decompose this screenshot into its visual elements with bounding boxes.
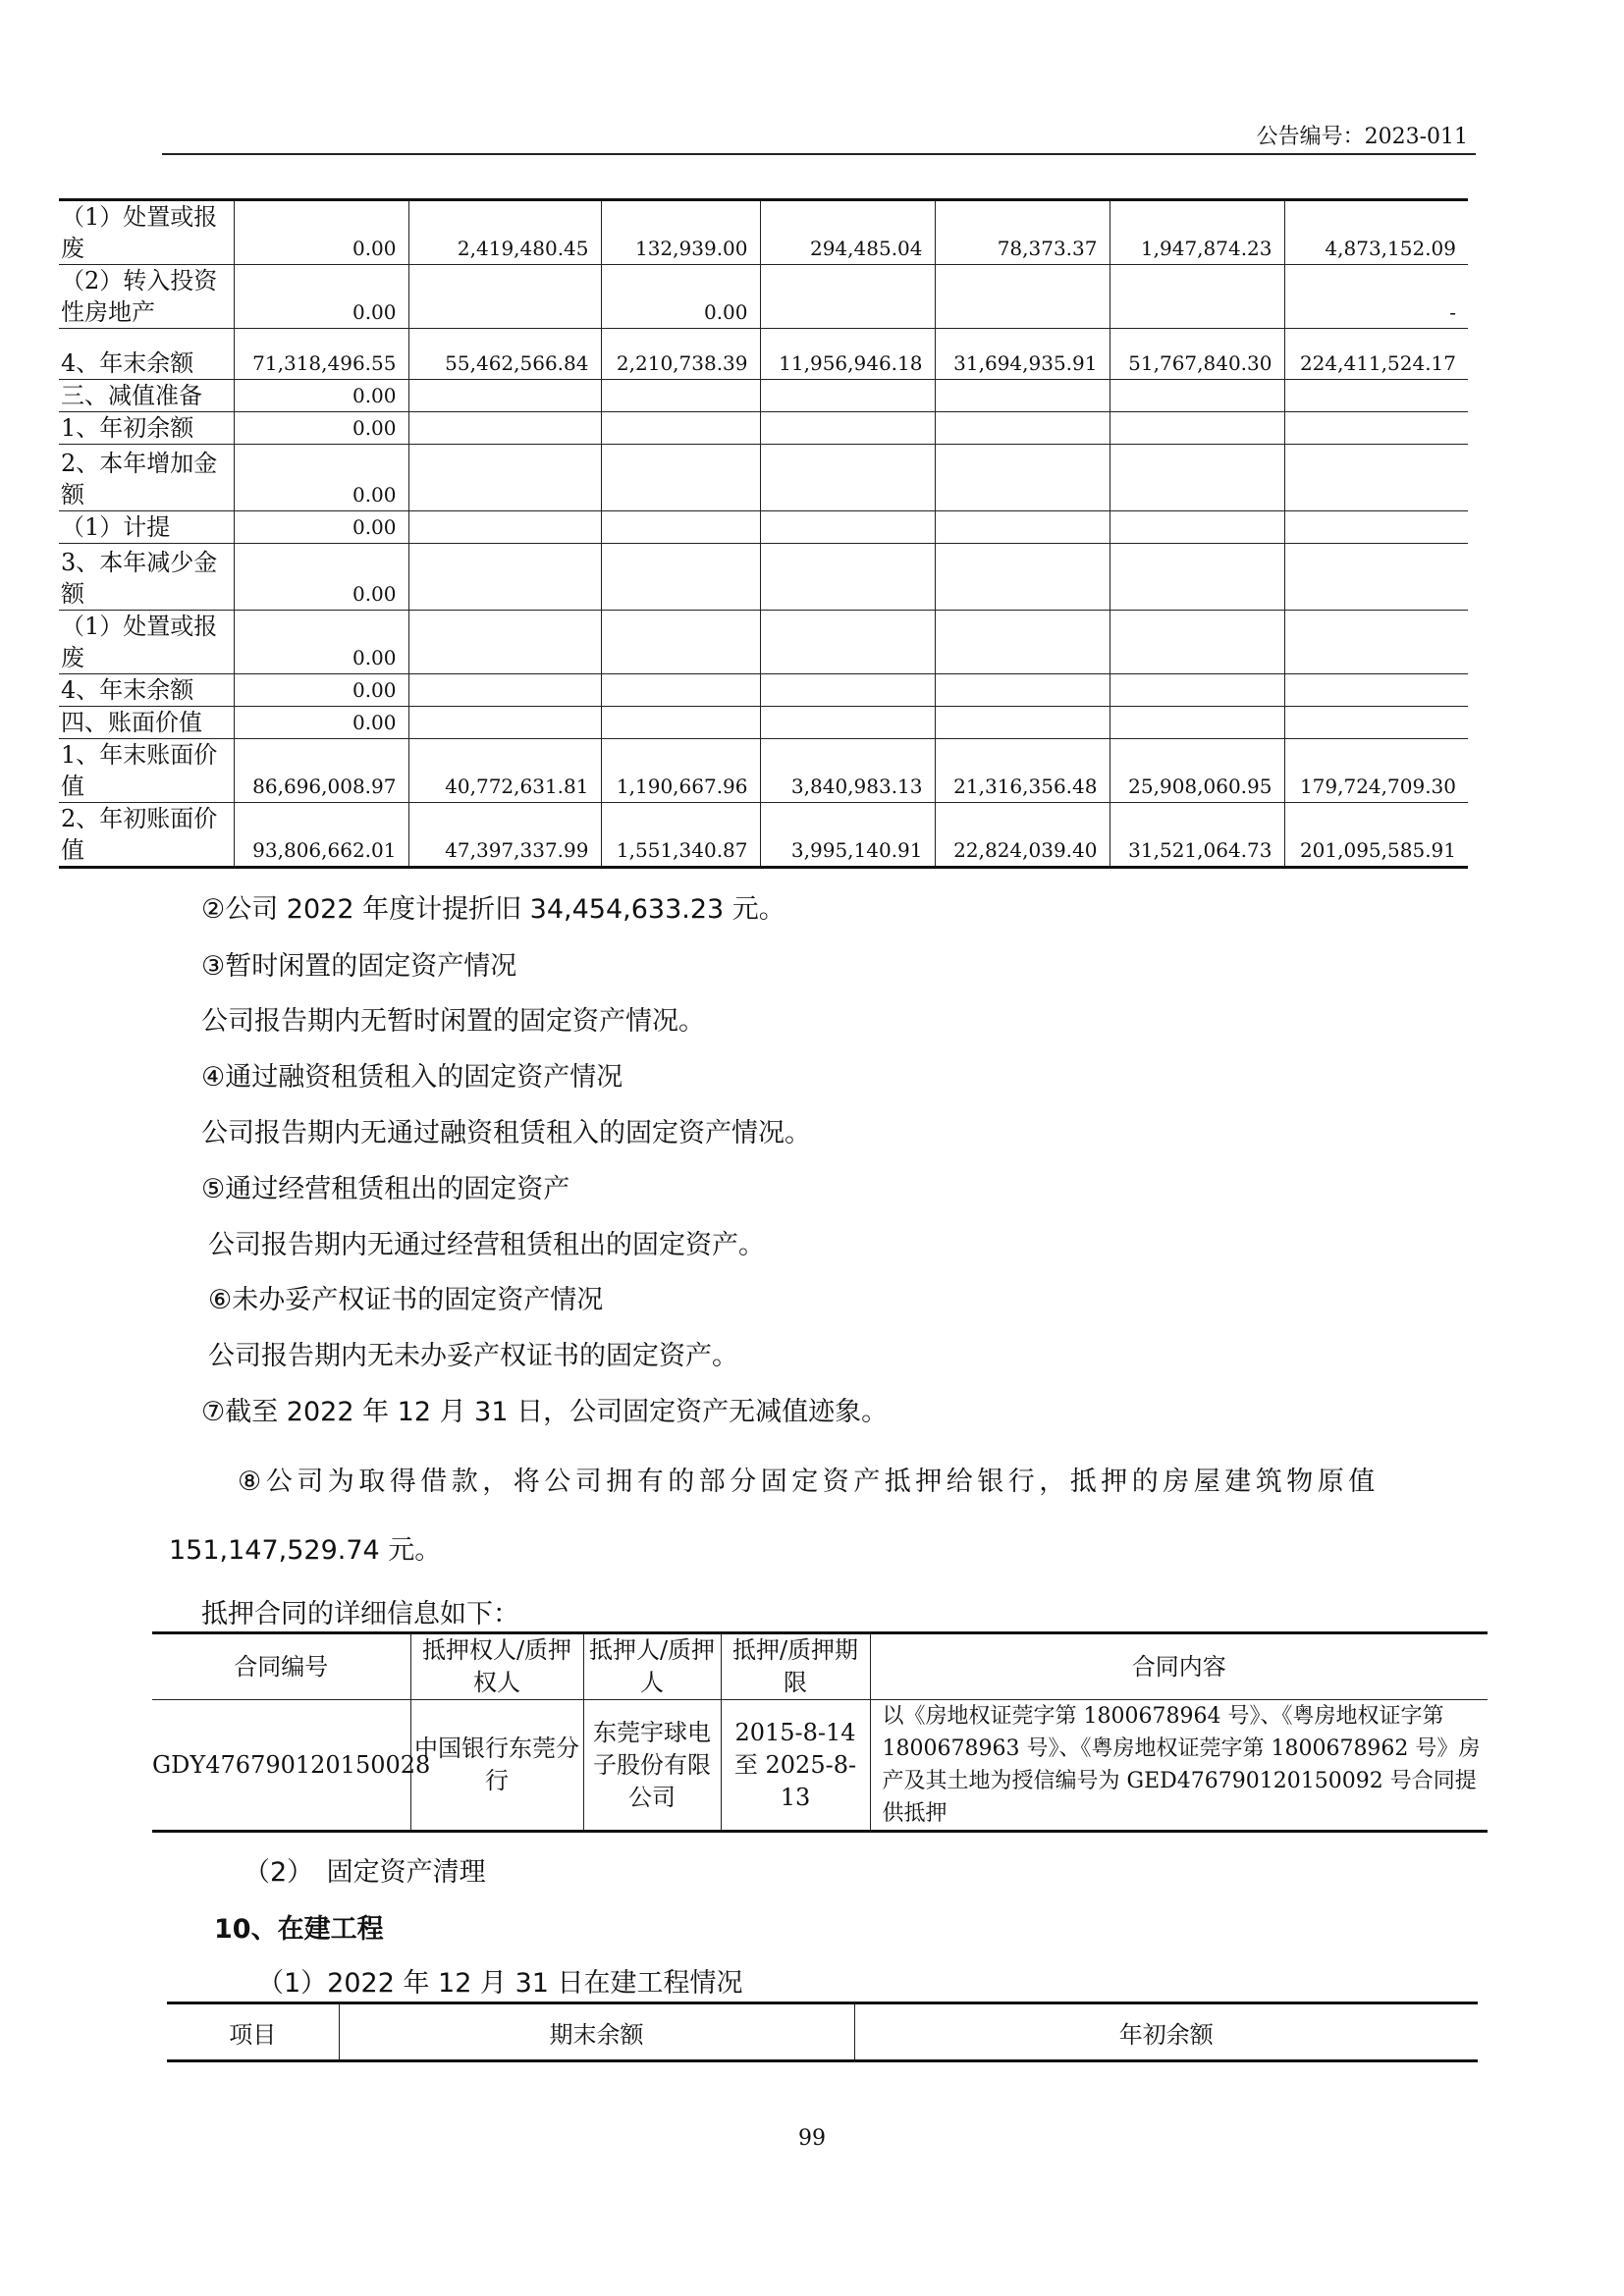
table-cell (760, 380, 935, 412)
row-label: 3、本年减少金额 (59, 544, 234, 611)
table-cell: 0.00 (601, 265, 760, 329)
section-fixed-asset-clearance: （2） 固定资产清理 (244, 1857, 486, 1888)
table-row (152, 1700, 1488, 1832)
paragraph-mortgage-amount: 151,147,529.74 元。 (169, 1535, 442, 1566)
table-cell: 55,462,566.84 (408, 329, 601, 380)
table-cell (1110, 445, 1284, 511)
table-cell: 0.00 (234, 511, 408, 544)
table-cell (408, 707, 601, 739)
table-cell: 11,956,946.18 (760, 329, 935, 380)
contract-no: GDY476790120150028 (152, 1700, 410, 1832)
header-item: 项目 (167, 2003, 339, 2061)
table-cell (1110, 611, 1284, 674)
table-cell (1284, 511, 1468, 544)
row-label: （2）转入投资性房地产 (59, 265, 234, 329)
table-cell: 78,373.37 (935, 200, 1110, 265)
row-label: 三、减值准备 (59, 380, 234, 412)
table-cell: 93,806,662.01 (234, 803, 408, 868)
paragraph-contract-intro: 抵押合同的详细信息如下： (201, 1599, 519, 1629)
table-row (59, 380, 1468, 412)
paragraph-certificate-title: ⑥未办妥产权证书的固定资产情况 (208, 1285, 604, 1315)
table-cell (760, 511, 935, 544)
table-cell (408, 380, 601, 412)
table-cell (1110, 265, 1284, 329)
table-cell: 71,318,496.55 (234, 329, 408, 380)
table-cell (935, 544, 1110, 611)
table-cell (760, 707, 935, 739)
table-cell: 0.00 (234, 611, 408, 674)
table-cell: 224,411,524.17 (1284, 329, 1468, 380)
table-cell (601, 380, 760, 412)
table-cell: 4,873,152.09 (1284, 200, 1468, 265)
cip-table (167, 2002, 1478, 2062)
table-header-row (167, 2003, 1478, 2061)
row-label: 2、年初账面价值 (59, 803, 234, 868)
table-row (59, 674, 1468, 707)
table-cell (1110, 707, 1284, 739)
row-label: 4、年末余额 (59, 329, 234, 380)
table-cell: 0.00 (234, 200, 408, 265)
table-cell (601, 445, 760, 511)
table-cell: 0.00 (234, 380, 408, 412)
table-cell: 31,521,064.73 (1110, 803, 1284, 868)
row-label: 1、年末账面价值 (59, 739, 234, 803)
table-cell (1284, 707, 1468, 739)
table-cell: 21,316,356.48 (935, 739, 1110, 803)
table-cell: 2,210,738.39 (601, 329, 760, 380)
table-cell (935, 611, 1110, 674)
row-label: 1、年初余额 (59, 412, 234, 445)
table-row (59, 707, 1468, 739)
table-cell (1110, 511, 1284, 544)
table-cell: 1,190,667.96 (601, 739, 760, 803)
table-cell (935, 380, 1110, 412)
table-cell (601, 611, 760, 674)
table-cell: 25,908,060.95 (1110, 739, 1284, 803)
table-cell: 0.00 (234, 412, 408, 445)
table-row (59, 445, 1468, 511)
table-cell (760, 674, 935, 707)
table-cell (408, 445, 601, 511)
table-row (59, 265, 1468, 329)
table-cell (1110, 380, 1284, 412)
table-row (59, 739, 1468, 803)
mortgagee: 中国银行东莞分行 (410, 1700, 583, 1832)
page-number: 99 (798, 2126, 826, 2151)
table-cell (601, 707, 760, 739)
doc-number: 公告编号：2023-011 (1256, 125, 1468, 149)
table-cell: 3,995,140.91 (760, 803, 935, 868)
table-row (59, 611, 1468, 674)
fixed-asset-table (59, 198, 1468, 869)
section-cip-subtitle: （1）2022 年 12 月 31 日在建工程情况 (257, 1968, 743, 1999)
table-cell: 47,397,337.99 (408, 803, 601, 868)
paragraph-mortgage: ⑧公司为取得借款，将公司拥有的部分固定资产抵押给银行，抵押的房屋建筑物原值 (238, 1467, 1380, 1497)
table-cell (408, 611, 601, 674)
table-row (59, 511, 1468, 544)
header-mortgagor: 抵押人/质押人 (583, 1633, 721, 1700)
paragraph-certificate-body: 公司报告期内无未办妥产权证书的固定资产。 (208, 1341, 738, 1371)
table-cell (601, 511, 760, 544)
header-content: 合同内容 (870, 1633, 1488, 1700)
table-cell: 0.00 (234, 265, 408, 329)
paragraph-operating-lease-body: 公司报告期内无通过经营租赁租出的固定资产。 (208, 1230, 765, 1260)
table-cell (408, 674, 601, 707)
table-row (59, 329, 1468, 380)
table-cell: 31,694,935.91 (935, 329, 1110, 380)
table-cell (760, 611, 935, 674)
table-cell (935, 674, 1110, 707)
table-cell (935, 412, 1110, 445)
header-contract-no: 合同编号 (152, 1633, 410, 1700)
table-cell: 1,947,874.23 (1110, 200, 1284, 265)
table-cell (1284, 674, 1468, 707)
table-cell (408, 412, 601, 445)
period: 2015-8-14 至 2025-8-13 (721, 1700, 870, 1832)
table-cell: 3,840,983.13 (760, 739, 935, 803)
table-cell: 201,095,585.91 (1284, 803, 1468, 868)
table-cell (760, 265, 935, 329)
table-cell (760, 544, 935, 611)
table-row (59, 803, 1468, 868)
section-cip-title: 10、在建工程 (214, 1914, 384, 1945)
table-cell (408, 265, 601, 329)
paragraph-impairment: ⑦截至 2022 年 12 月 31 日，公司固定资产无减值迹象。 (201, 1397, 889, 1427)
table-cell: 0.00 (234, 674, 408, 707)
table-cell: - (1284, 265, 1468, 329)
table-cell: 40,772,631.81 (408, 739, 601, 803)
table-row (59, 544, 1468, 611)
table-cell: 1,551,340.87 (601, 803, 760, 868)
table-cell (935, 511, 1110, 544)
table-cell (1284, 544, 1468, 611)
table-cell (1284, 611, 1468, 674)
table-cell (601, 412, 760, 445)
table-cell (408, 544, 601, 611)
paragraph-finance-lease-body: 公司报告期内无通过融资租赁租入的固定资产情况。 (201, 1118, 811, 1148)
row-label: 4、年末余额 (59, 674, 234, 707)
table-cell (601, 674, 760, 707)
table-cell (1284, 380, 1468, 412)
table-cell (1284, 445, 1468, 511)
table-cell (1110, 412, 1284, 445)
row-label: （1）处置或报废 (59, 200, 234, 265)
header-period: 抵押/质押期限 (721, 1633, 870, 1700)
table-cell (760, 445, 935, 511)
table-row (59, 200, 1468, 265)
table-cell (935, 707, 1110, 739)
page-header (162, 116, 1476, 155)
header-closing-balance: 期末余额 (339, 2003, 854, 2061)
header-opening-balance: 年初余额 (854, 2003, 1478, 2061)
contract-content: 以《房地权证莞字第 1800678964 号》、《粤房地权证字第 1800678963 号》、《粤房地权证莞字第 1800678962 号》房产及其土地为授信编号为 GED476790120150092 号合同提供抵押 (870, 1700, 1488, 1832)
table-cell: 294,485.04 (760, 200, 935, 265)
table-cell: 179,724,709.30 (1284, 739, 1468, 803)
table-cell (1110, 544, 1284, 611)
table-cell (760, 412, 935, 445)
table-cell: 51,767,840.30 (1110, 329, 1284, 380)
table-cell (601, 544, 760, 611)
table-cell: 22,824,039.40 (935, 803, 1110, 868)
table-cell: 0.00 (234, 544, 408, 611)
row-label: 四、账面价值 (59, 707, 234, 739)
table-cell: 0.00 (234, 445, 408, 511)
table-cell: 132,939.00 (601, 200, 760, 265)
table-cell (1284, 412, 1468, 445)
row-label: （1）计提 (59, 511, 234, 544)
table-header-row (152, 1633, 1488, 1700)
mortgage-contract-table (152, 1631, 1488, 1833)
header-mortgagee: 抵押权人/质押权人 (410, 1633, 583, 1700)
paragraph-idle-title: ③暂时闲置的固定资产情况 (201, 951, 517, 982)
row-label: 2、本年增加金额 (59, 445, 234, 511)
paragraph-idle-body: 公司报告期内无暂时闲置的固定资产情况。 (201, 1006, 705, 1037)
table-cell (1110, 674, 1284, 707)
table-cell (935, 265, 1110, 329)
table-row (59, 412, 1468, 445)
table-cell (935, 445, 1110, 511)
table-cell: 86,696,008.97 (234, 739, 408, 803)
table-cell: 0.00 (234, 707, 408, 739)
table-cell: 2,419,480.45 (408, 200, 601, 265)
paragraph-depreciation: ②公司 2022 年度计提折旧 34,454,633.23 元。 (201, 894, 785, 925)
table-cell (408, 511, 601, 544)
paragraph-finance-lease-title: ④通过融资租赁租入的固定资产情况 (201, 1062, 623, 1093)
mortgagor: 东莞宇球电子股份有限公司 (583, 1700, 721, 1832)
paragraph-operating-lease-title: ⑤通过经营租赁租出的固定资产 (201, 1174, 570, 1204)
row-label: （1）处置或报废 (59, 611, 234, 674)
